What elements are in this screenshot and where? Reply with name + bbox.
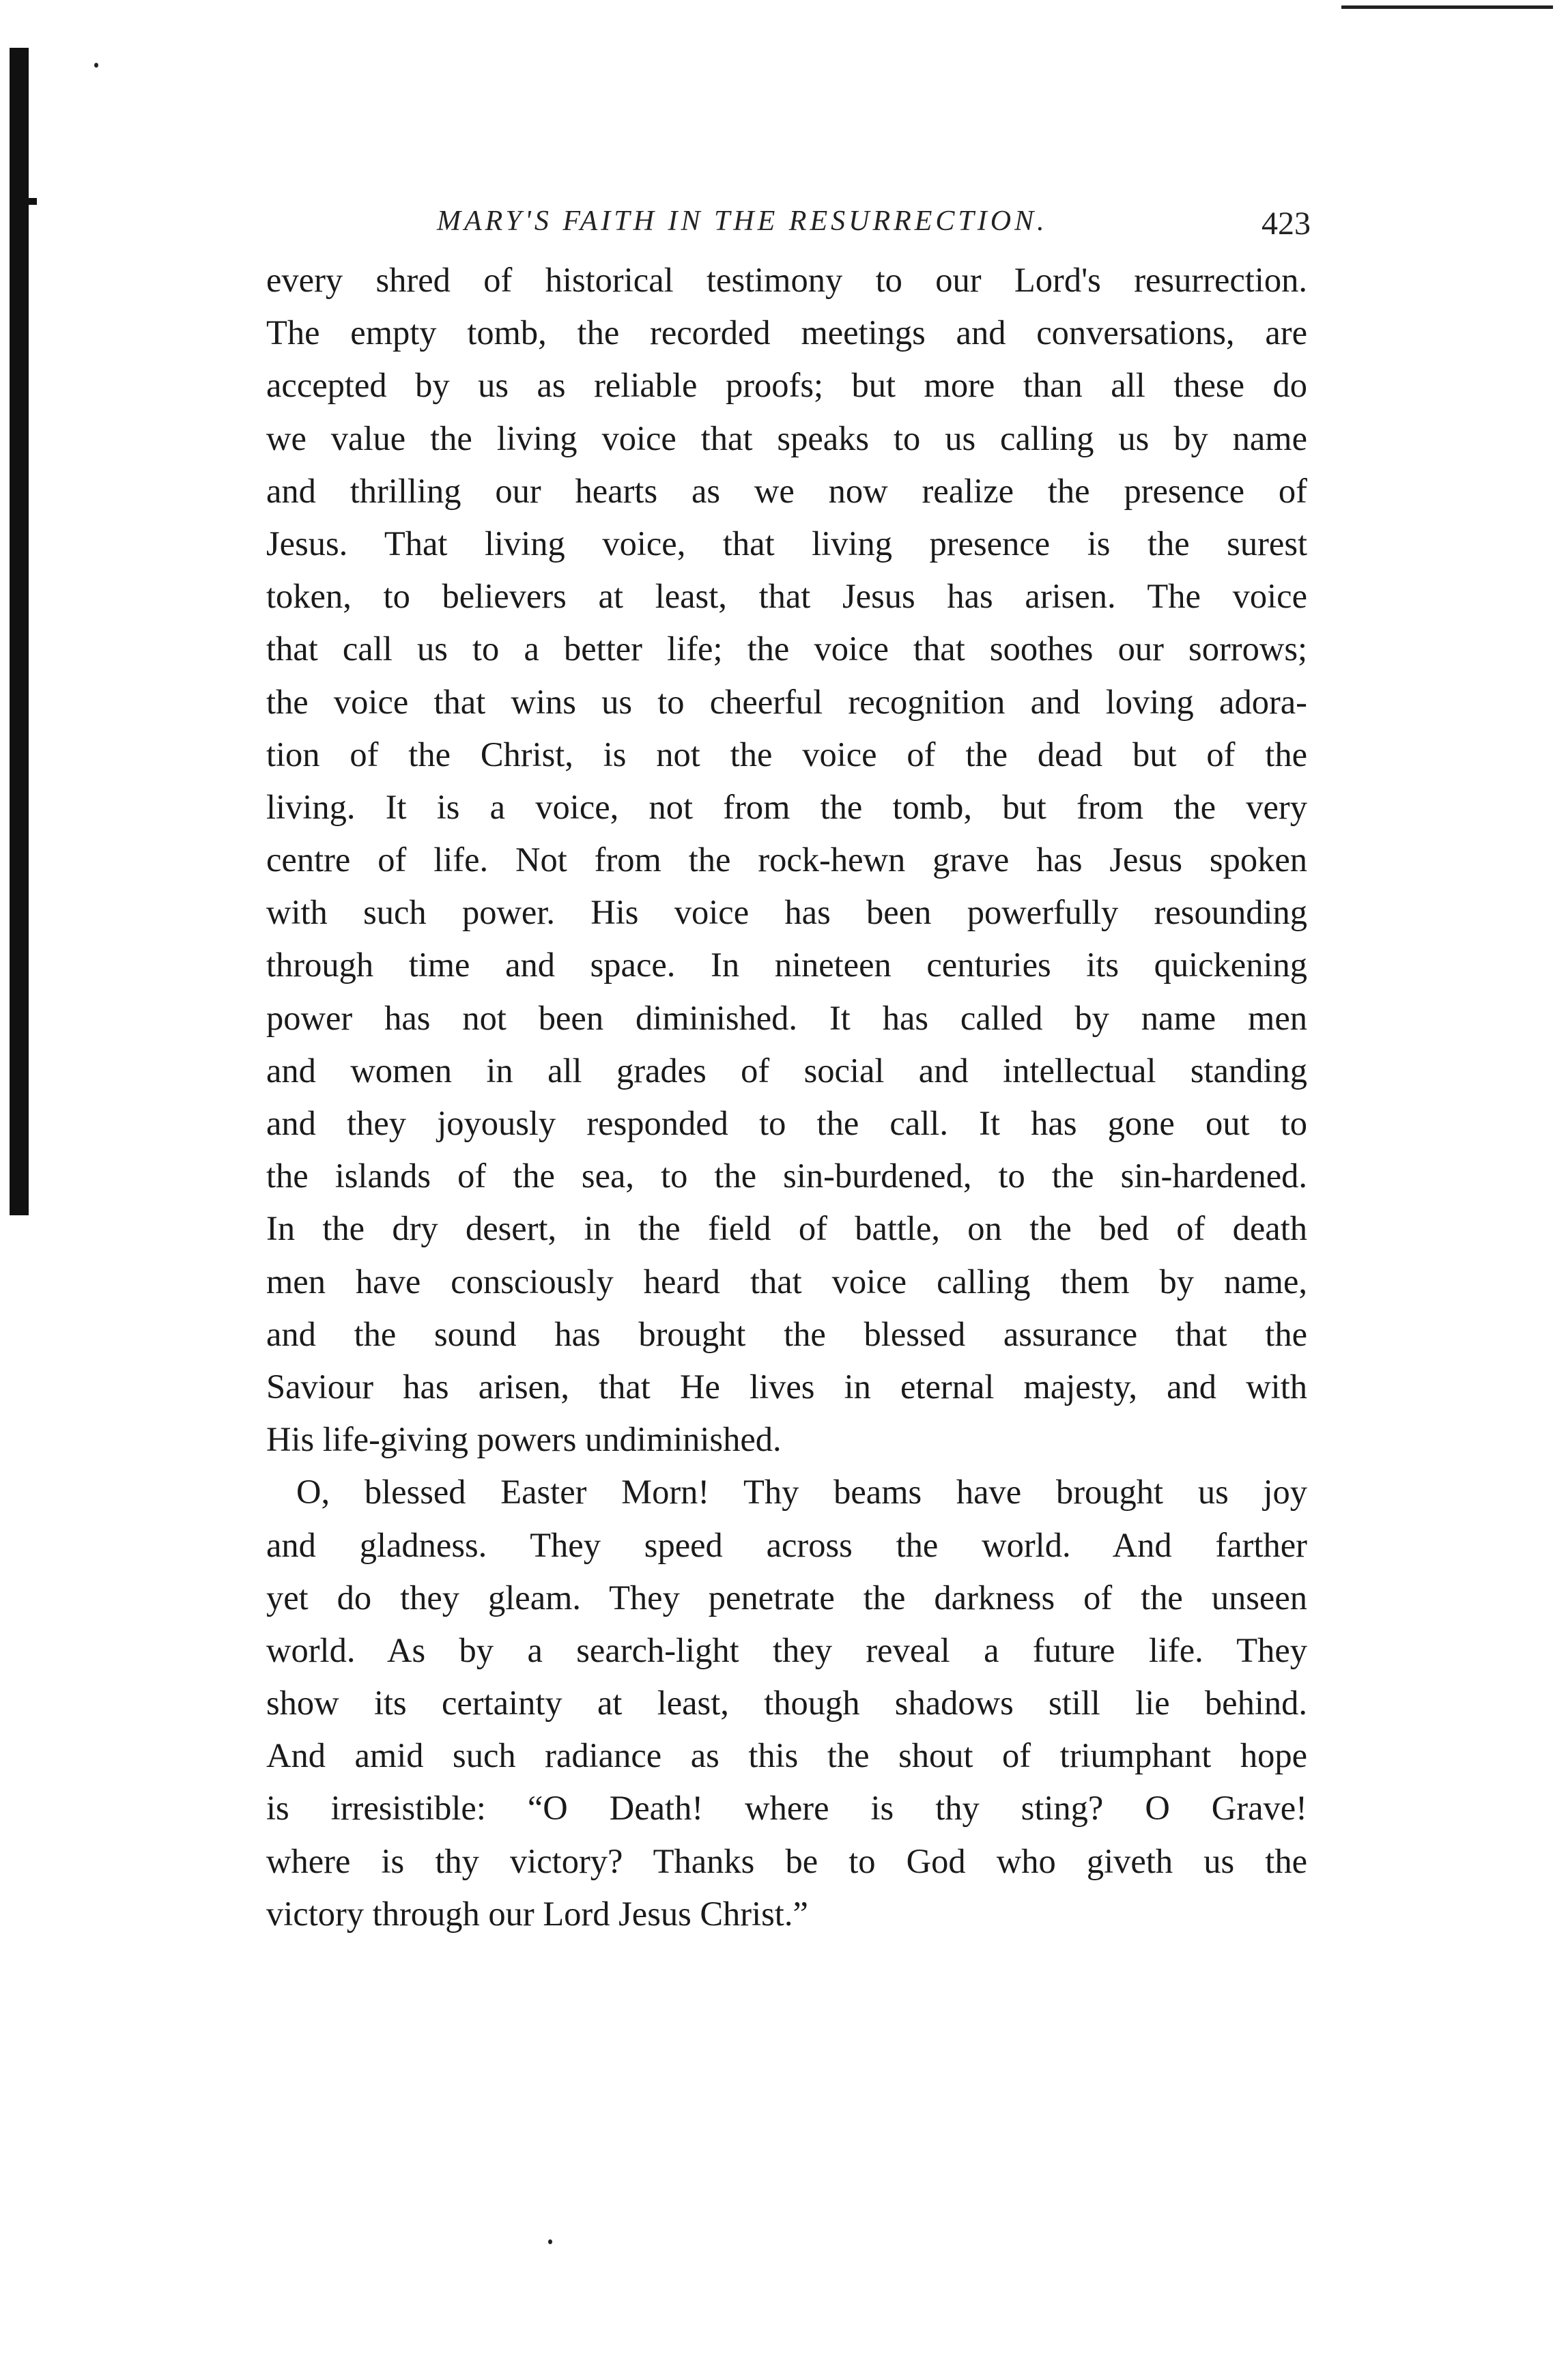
text-line: is irresistible: “O Death! where is thy sting? O Grave!: [266, 1789, 1307, 1828]
text-line: And amid such radiance as this the shout of triumphant hope: [266, 1736, 1307, 1775]
text-line: through time and space. In nineteen centuries its quickening: [266, 946, 1307, 985]
running-title: MARY'S FAITH IN THE RESURRECTION.: [437, 206, 1048, 237]
text-line: where is thy victory? Thanks be to God who giveth us the: [266, 1841, 1307, 1880]
page-number: 423: [1261, 206, 1311, 242]
scan-edge-shadow: [10, 48, 29, 1215]
text-line: yet do they gleam. They penetrate the darkness of the unseen: [266, 1578, 1307, 1617]
paragraph: [266, 1466, 1307, 1940]
text-line: accepted by us as reliable proofs; but more than all these do: [266, 366, 1307, 405]
text-line: The empty tomb, the recorded meetings and conversations, are: [266, 313, 1307, 352]
text-line: centre of life. Not from the rock-hewn grave has Jesus spoken: [266, 840, 1307, 879]
text-line: and the sound has brought the blessed assurance that the: [266, 1314, 1307, 1353]
text-line: O, blessed Easter Morn! Thy beams have brought us joy: [296, 1473, 1307, 1512]
text-line: His life-giving powers undiminished.: [266, 1420, 782, 1459]
scan-top-rule: [1341, 5, 1553, 9]
text-line: we value the living voice that speaks to us calling us by name: [266, 419, 1307, 457]
text-line: and thrilling our hearts as we now realize the presence of: [266, 471, 1307, 510]
ink-speck: [94, 63, 98, 68]
text-line: In the dry desert, in the field of battle, on the bed of death: [266, 1209, 1307, 1248]
text-line: that call us to a better life; the voice that soothes our sorrows;: [266, 629, 1307, 668]
scan-edge-notch: [10, 198, 37, 205]
text-line: token, to believers at least, that Jesus has arisen. The voice: [266, 577, 1307, 616]
text-line: victory through our Lord Jesus Christ.”: [266, 1894, 808, 1933]
paragraph: [266, 254, 1307, 1466]
ink-speck: [548, 2239, 552, 2244]
text-line: Jesus. That living voice, that living presence is the surest: [266, 524, 1307, 563]
text-line: every shred of historical testimony to our Lord's resurrection.: [266, 261, 1307, 299]
text-line: Saviour has arisen, that He lives in eternal majesty, and with: [266, 1367, 1307, 1406]
text-line: living. It is a voice, not from the tomb, but from the very: [266, 787, 1307, 826]
text-line: men have consciously heard that voice calling them by name,: [266, 1262, 1307, 1301]
running-head: [437, 205, 1311, 253]
text-line: show its certainty at least, though shadows still lie behind.: [266, 1684, 1307, 1723]
text-line: world. As by a search-light they reveal a future life. They: [266, 1630, 1307, 1669]
text-line: power has not been diminished. It has called by name men: [266, 998, 1307, 1037]
text-line: the voice that wins us to cheerful recognition and loving adora-: [266, 682, 1307, 721]
text-line: the islands of the sea, to the sin-burdened, to the sin-hardened.: [266, 1157, 1307, 1195]
text-line: with such power. His voice has been powerfully resounding: [266, 893, 1307, 932]
text-line: and they joyously responded to the call. It has gone out to: [266, 1104, 1307, 1142]
body-text: [266, 254, 1307, 1940]
text-line: and gladness. They speed across the world. And farther: [266, 1525, 1307, 1564]
text-line: tion of the Christ, is not the voice of the dead but of the: [266, 735, 1307, 774]
text-line: and women in all grades of social and intellectual standing: [266, 1051, 1307, 1090]
